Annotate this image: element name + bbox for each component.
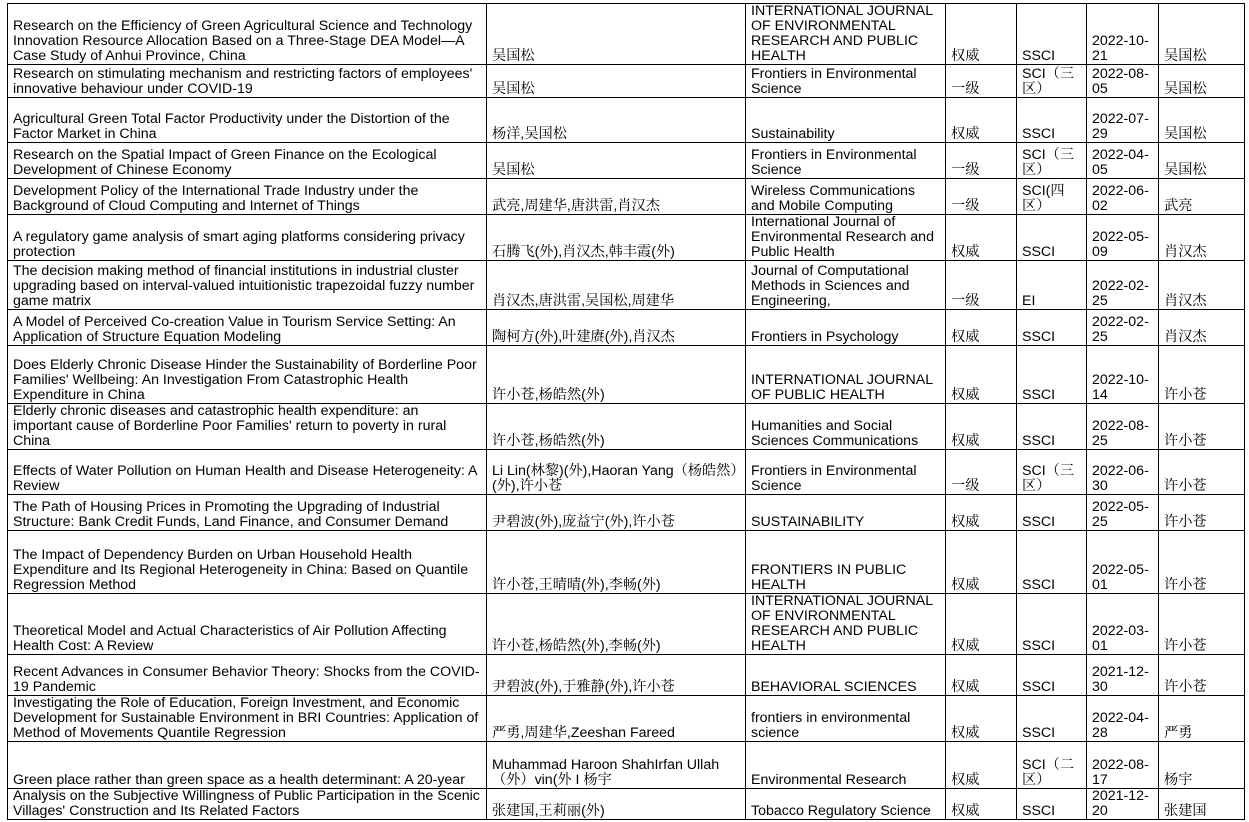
date-cell: 2022-02-25	[1087, 261, 1159, 310]
date-cell: 2021-12-20	[1087, 789, 1159, 820]
level-cell: 权威	[946, 310, 1017, 346]
index-cell: SCI（二区）	[1017, 742, 1087, 789]
level-cell: 权威	[946, 4, 1017, 65]
table-row	[8, 65, 1245, 98]
journal-cell: Environmental Research	[746, 742, 946, 789]
date-cell: 2022-04-28	[1087, 696, 1159, 742]
corresponding-author-cell: 肖汉杰	[1159, 261, 1245, 310]
corresponding-author-cell: 许小苍	[1159, 655, 1245, 696]
journal-cell: BEHAVIORAL SCIENCES	[746, 655, 946, 696]
corresponding-author-cell: 严勇	[1159, 696, 1245, 742]
table-row	[8, 594, 1245, 655]
journal-cell: Frontiers in Environmental Science	[746, 65, 946, 98]
date-cell: 2022-05-25	[1087, 495, 1159, 531]
table-row	[8, 789, 1245, 820]
paper-title-cell: The decision making method of financial institutions in industrial cluster upgrading based on interval-valued intuitionistic trapezoidal fuzzy number game matrix	[8, 261, 487, 310]
level-cell: 权威	[946, 404, 1017, 450]
date-cell: 2022-08-17	[1087, 742, 1159, 789]
paper-title-cell: Development Policy of the International Trade Industry under the Background of Cloud Computing and Internet of Things	[8, 179, 487, 215]
index-cell: SCI(四区）	[1017, 179, 1087, 215]
authors-cell: 张建国,王莉丽(外)	[487, 789, 746, 820]
journal-cell: Frontiers in Psychology	[746, 310, 946, 346]
authors-cell: 尹碧波(外),庞益宁(外),许小苍	[487, 495, 746, 531]
authors-cell: Muhammad Haroon ShahIrfan Ullah（外）vin(外 I 杨宇	[487, 742, 746, 789]
corresponding-author-cell: 许小苍	[1159, 531, 1245, 594]
table-row	[8, 98, 1245, 143]
index-cell: SCI（三区）	[1017, 65, 1087, 98]
authors-cell: 许小苍,杨皓然(外),李畅(外)	[487, 594, 746, 655]
table-row	[8, 179, 1245, 215]
authors-cell: 吴国松	[487, 4, 746, 65]
date-cell: 2022-04-05	[1087, 143, 1159, 179]
corresponding-author-cell: 许小苍	[1159, 495, 1245, 531]
table-row	[8, 531, 1245, 594]
paper-title-cell: Research on the Spatial Impact of Green Finance on the Ecological Development of Chinese Economy	[8, 143, 487, 179]
level-cell: 一级	[946, 179, 1017, 215]
authors-cell: 杨洋,吴国松	[487, 98, 746, 143]
table-row	[8, 696, 1245, 742]
corresponding-author-cell: 杨宇	[1159, 742, 1245, 789]
table-row	[8, 143, 1245, 179]
index-cell: SSCI	[1017, 594, 1087, 655]
paper-title-cell: Research on stimulating mechanism and restricting factors of employees' innovative behaviour under COVID-19	[8, 65, 487, 98]
level-cell: 权威	[946, 531, 1017, 594]
level-cell: 权威	[946, 346, 1017, 404]
journal-cell: INTERNATIONAL JOURNAL OF ENVIRONMENTAL RESEARCH AND PUBLIC HEALTH	[746, 4, 946, 65]
index-cell: SSCI	[1017, 495, 1087, 531]
date-cell: 2022-06-02	[1087, 179, 1159, 215]
corresponding-author-cell: 许小苍	[1159, 450, 1245, 495]
authors-cell: 武亮,周建华,唐洪雷,肖汉杰	[487, 179, 746, 215]
corresponding-author-cell: 肖汉杰	[1159, 310, 1245, 346]
index-cell: SSCI	[1017, 4, 1087, 65]
table-row	[8, 4, 1245, 65]
level-cell: 权威	[946, 655, 1017, 696]
corresponding-author-cell: 吴国松	[1159, 65, 1245, 98]
authors-cell: 吴国松	[487, 143, 746, 179]
journal-cell: Sustainability	[746, 98, 946, 143]
level-cell: 一级	[946, 450, 1017, 495]
date-cell: 2022-03-01	[1087, 594, 1159, 655]
table-row	[8, 450, 1245, 495]
paper-title-cell: Recent Advances in Consumer Behavior Theory: Shocks from the COVID-19 Pandemic	[8, 655, 487, 696]
paper-title-cell: Research on the Efficiency of Green Agricultural Science and Technology Innovation Resource Allocation Based on a Three-Stage DEA Model—A Case Study of Anhui Province, China	[8, 4, 487, 65]
journal-cell: INTERNATIONAL JOURNAL OF PUBLIC HEALTH	[746, 346, 946, 404]
level-cell: 权威	[946, 696, 1017, 742]
paper-title-cell: Effects of Water Pollution on Human Health and Disease Heterogeneity: A Review	[8, 450, 487, 495]
table-row	[8, 261, 1245, 310]
index-cell: SSCI	[1017, 696, 1087, 742]
journal-cell: Frontiers in Environmental Science	[746, 450, 946, 495]
journal-cell: Frontiers in Environmental Science	[746, 143, 946, 179]
table-row	[8, 215, 1245, 261]
corresponding-author-cell: 吴国松	[1159, 4, 1245, 65]
corresponding-author-cell: 吴国松	[1159, 98, 1245, 143]
date-cell: 2022-05-01	[1087, 531, 1159, 594]
level-cell: 权威	[946, 789, 1017, 820]
table-row	[8, 655, 1245, 696]
date-cell: 2022-08-25	[1087, 404, 1159, 450]
paper-title-cell: The Impact of Dependency Burden on Urban Household Health Expenditure and Its Regional Heterogeneity in China: Based on Quantile Regression Method	[8, 531, 487, 594]
index-cell: SSCI	[1017, 404, 1087, 450]
authors-cell: 肖汉杰,唐洪雷,吴国松,周建华	[487, 261, 746, 310]
corresponding-author-cell: 许小苍	[1159, 594, 1245, 655]
index-cell: SCI（三区）	[1017, 143, 1087, 179]
date-cell: 2021-12-30	[1087, 655, 1159, 696]
corresponding-author-cell: 武亮	[1159, 179, 1245, 215]
paper-title-cell: Agricultural Green Total Factor Productivity under the Distortion of the Factor Market in China	[8, 98, 487, 143]
level-cell: 权威	[946, 98, 1017, 143]
journal-cell: International Journal of Environmental Research and Public Health	[746, 215, 946, 261]
corresponding-author-cell: 吴国松	[1159, 143, 1245, 179]
paper-title-cell: A regulatory game analysis of smart aging platforms considering privacy protection	[8, 215, 487, 261]
level-cell: 一级	[946, 65, 1017, 98]
journal-cell: Journal of Computational Methods in Sciences and Engineering,	[746, 261, 946, 310]
paper-title-cell: Analysis on the Subjective Willingness of Public Participation in the Scenic Villages' Construction and Its Related Factors	[8, 789, 487, 820]
table-body	[8, 4, 1245, 820]
journal-cell: frontiers in environmental science	[746, 696, 946, 742]
authors-cell: 陶柯方(外),叶建赓(外),肖汉杰	[487, 310, 746, 346]
index-cell: SSCI	[1017, 789, 1087, 820]
authors-cell: 严勇,周建华,Zeeshan Fareed	[487, 696, 746, 742]
authors-cell: Li Lin(林黎)(外),Haoran Yang（杨皓然）(外),许小苍	[487, 450, 746, 495]
corresponding-author-cell: 许小苍	[1159, 346, 1245, 404]
authors-cell: 许小苍,王晴晴(外),李畅(外)	[487, 531, 746, 594]
date-cell: 2022-07-29	[1087, 98, 1159, 143]
journal-cell: FRONTIERS IN PUBLIC HEALTH	[746, 531, 946, 594]
journal-cell: Humanities and Social Sciences Communications	[746, 404, 946, 450]
index-cell: SSCI	[1017, 98, 1087, 143]
date-cell: 2022-10-14	[1087, 346, 1159, 404]
level-cell: 权威	[946, 215, 1017, 261]
journal-cell: Wireless Communications and Mobile Computing	[746, 179, 946, 215]
index-cell: SCI（三区）	[1017, 450, 1087, 495]
index-cell: SSCI	[1017, 531, 1087, 594]
corresponding-author-cell: 许小苍	[1159, 404, 1245, 450]
table-row	[8, 346, 1245, 404]
index-cell: SSCI	[1017, 346, 1087, 404]
authors-cell: 许小苍,杨皓然(外)	[487, 346, 746, 404]
paper-title-cell: The Path of Housing Prices in Promoting the Upgrading of Industrial Structure: Bank Credit Funds, Land Finance, and Consumer Demand	[8, 495, 487, 531]
table-row	[8, 404, 1245, 450]
authors-cell: 吴国松	[487, 65, 746, 98]
paper-title-cell: Elderly chronic diseases and catastrophic health expenditure: an important cause of Borderline Poor Families' return to poverty in rural China	[8, 404, 487, 450]
paper-title-cell: Does Elderly Chronic Disease Hinder the Sustainability of Borderline Poor Families' Wellbeing: An Investigation From Catastrophic Health Expenditure in China	[8, 346, 487, 404]
journal-cell: Tobacco Regulatory Science	[746, 789, 946, 820]
authors-cell: 石腾飞(外),肖汉杰,韩丰霞(外)	[487, 215, 746, 261]
level-cell: 一级	[946, 143, 1017, 179]
authors-cell: 许小苍,杨皓然(外)	[487, 404, 746, 450]
corresponding-author-cell: 肖汉杰	[1159, 215, 1245, 261]
index-cell: SSCI	[1017, 215, 1087, 261]
index-cell: SSCI	[1017, 310, 1087, 346]
date-cell: 2022-08-05	[1087, 65, 1159, 98]
level-cell: 权威	[946, 495, 1017, 531]
date-cell: 2022-10-21	[1087, 4, 1159, 65]
publications-table	[7, 3, 1245, 820]
paper-title-cell: Investigating the Role of Education, Foreign Investment, and Economic Development for Sustainable Environment in BRI Countries: Application of Method of Movements Quantile Regression	[8, 696, 487, 742]
index-cell: SSCI	[1017, 655, 1087, 696]
table-row	[8, 742, 1245, 789]
journal-cell: SUSTAINABILITY	[746, 495, 946, 531]
date-cell: 2022-06-30	[1087, 450, 1159, 495]
date-cell: 2022-02-25	[1087, 310, 1159, 346]
index-cell: EI	[1017, 261, 1087, 310]
table-row	[8, 310, 1245, 346]
journal-cell: INTERNATIONAL JOURNAL OF ENVIRONMENTAL RESEARCH AND PUBLIC HEALTH	[746, 594, 946, 655]
table-row	[8, 495, 1245, 531]
authors-cell: 尹碧波(外),于雅静(外),许小苍	[487, 655, 746, 696]
level-cell: 权威	[946, 594, 1017, 655]
corresponding-author-cell: 张建国	[1159, 789, 1245, 820]
level-cell: 权威	[946, 742, 1017, 789]
level-cell: 一级	[946, 261, 1017, 310]
paper-title-cell: Theoretical Model and Actual Characteristics of Air Pollution Affecting Health Cost: A Review	[8, 594, 487, 655]
paper-title-cell: Green place rather than green space as a health determinant: A 20-year	[8, 742, 487, 789]
paper-title-cell: A Model of Perceived Co-creation Value in Tourism Service Setting: An Application of Structure Equation Modeling	[8, 310, 487, 346]
date-cell: 2022-05-09	[1087, 215, 1159, 261]
